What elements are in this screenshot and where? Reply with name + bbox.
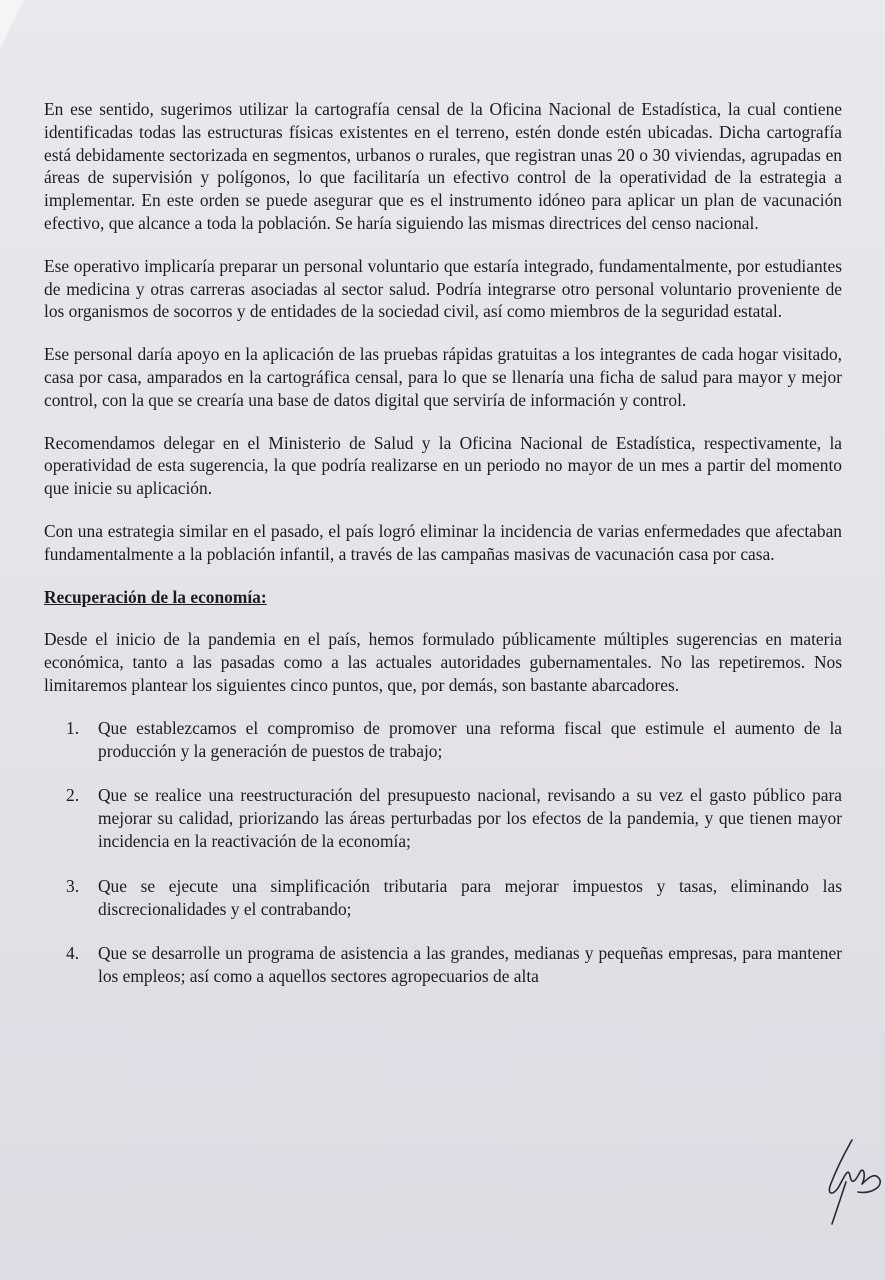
folded-corner [0,0,24,48]
list-item-text: Que se desarrolle un programa de asistencia a las grandes, medianas y pequeñas empresas, para mantener los empleos; así como a aquellos sectores agropecuarios de alta [98,943,842,987]
list-item-number: 4. [66,943,80,964]
document-body [44,98,842,1010]
list-item-text: Que establezcamos el compromiso de promover una reforma fiscal que estimule el aumento de la producción y la generación de puestos de trabajo; [98,717,842,761]
list-item-text: Que se ejecute una simplificación tributaria para mejorar impuestos y tasas, eliminando las discrecionalidades y el contrabando; [98,875,842,919]
paragraph-estrategia: Con una estrategia similar en el pasado, el país logró eliminar la incidencia de varias enfermedades que afectaban fundamentalmente a la población infantil, a través de las campañas masivas de vacunación casa por casa. [44,520,842,564]
paragraph-operativo: Ese operativo implicaría preparar un personal voluntario que estaría integrado, fundamentalmente, por estudiantes de medicina y otras carreras asociadas al sector salud. Podría integrarse otro personal voluntario proveniente de los organismos de socorros y de entidades de la sociedad civil, así como miembros de la seguridad estatal. [44,255,842,322]
paragraph-recomendamos: Recomendamos delegar en el Ministerio de Salud y la Oficina Nacional de Estadística, respectivamente, la operatividad de esta sugerencia, la que podría realizarse en un periodo no mayor de un mes a partir del momento que inicie su aplicación. [44,432,842,499]
list-item-number: 2. [66,785,80,806]
list-item [44,784,842,852]
list-item-number: 3. [66,875,80,896]
handwritten-signature [822,1136,884,1226]
section-intro: Desde el inicio de la pandemia en el país, hemos formulado públicamente múltiples sugerencias en materia económica, tanto a las pasadas como a las actuales autoridades gubernamentales. No las repetiremos. Nos limitaremos plantear los siguientes cinco puntos, que, por demás, son bastante abarcadores. [44,629,842,695]
list-item-number: 1. [66,717,80,738]
paragraph-cartografia: En ese sentido, sugerimos utilizar la cartografía censal de la Oficina Nacional de Estadística, la cual contiene identificadas todas las estructuras físicas existentes en el terreno, estén donde estén ubicadas. Dicha cartografía está debidamente sectorizada en segmentos, urbanos o rurales, que registran unas 20 o 30 viviendas, agrupadas en áreas de supervisión y polígonos, lo que facilitaría un efectivo control de la operatividad de la estrategia a implementar. En este orden se puede asegurar que es el instrumento idóneo para aplicar un plan de vacunación efectivo, que alcance a toda la población. Se haría siguiendo las mismas directrices del censo nacional. [44,99,842,233]
list-item [44,875,842,921]
list-item [44,942,842,988]
section-heading: Recuperación de la economía: [44,586,267,607]
numbered-list [44,717,842,988]
list-item [44,717,842,763]
paragraph-personal: Ese personal daría apoyo en la aplicación de las pruebas rápidas gratuitas a los integrantes de cada hogar visitado, casa por casa, amparados en la cartográfica censal, para lo que se llenaría una ficha de salud para mayor y mejor control, con la que se crearía una base de datos digital que serviría de información y control. [44,344,842,410]
list-item-text: Que se realice una reestructuración del presupuesto nacional, revisando a su vez el gasto público para mejorar su calidad, priorizando las áreas perturbadas por los efectos de la pandemia, y que tienen mayor incidencia en la reactivación de la economía; [98,785,842,851]
